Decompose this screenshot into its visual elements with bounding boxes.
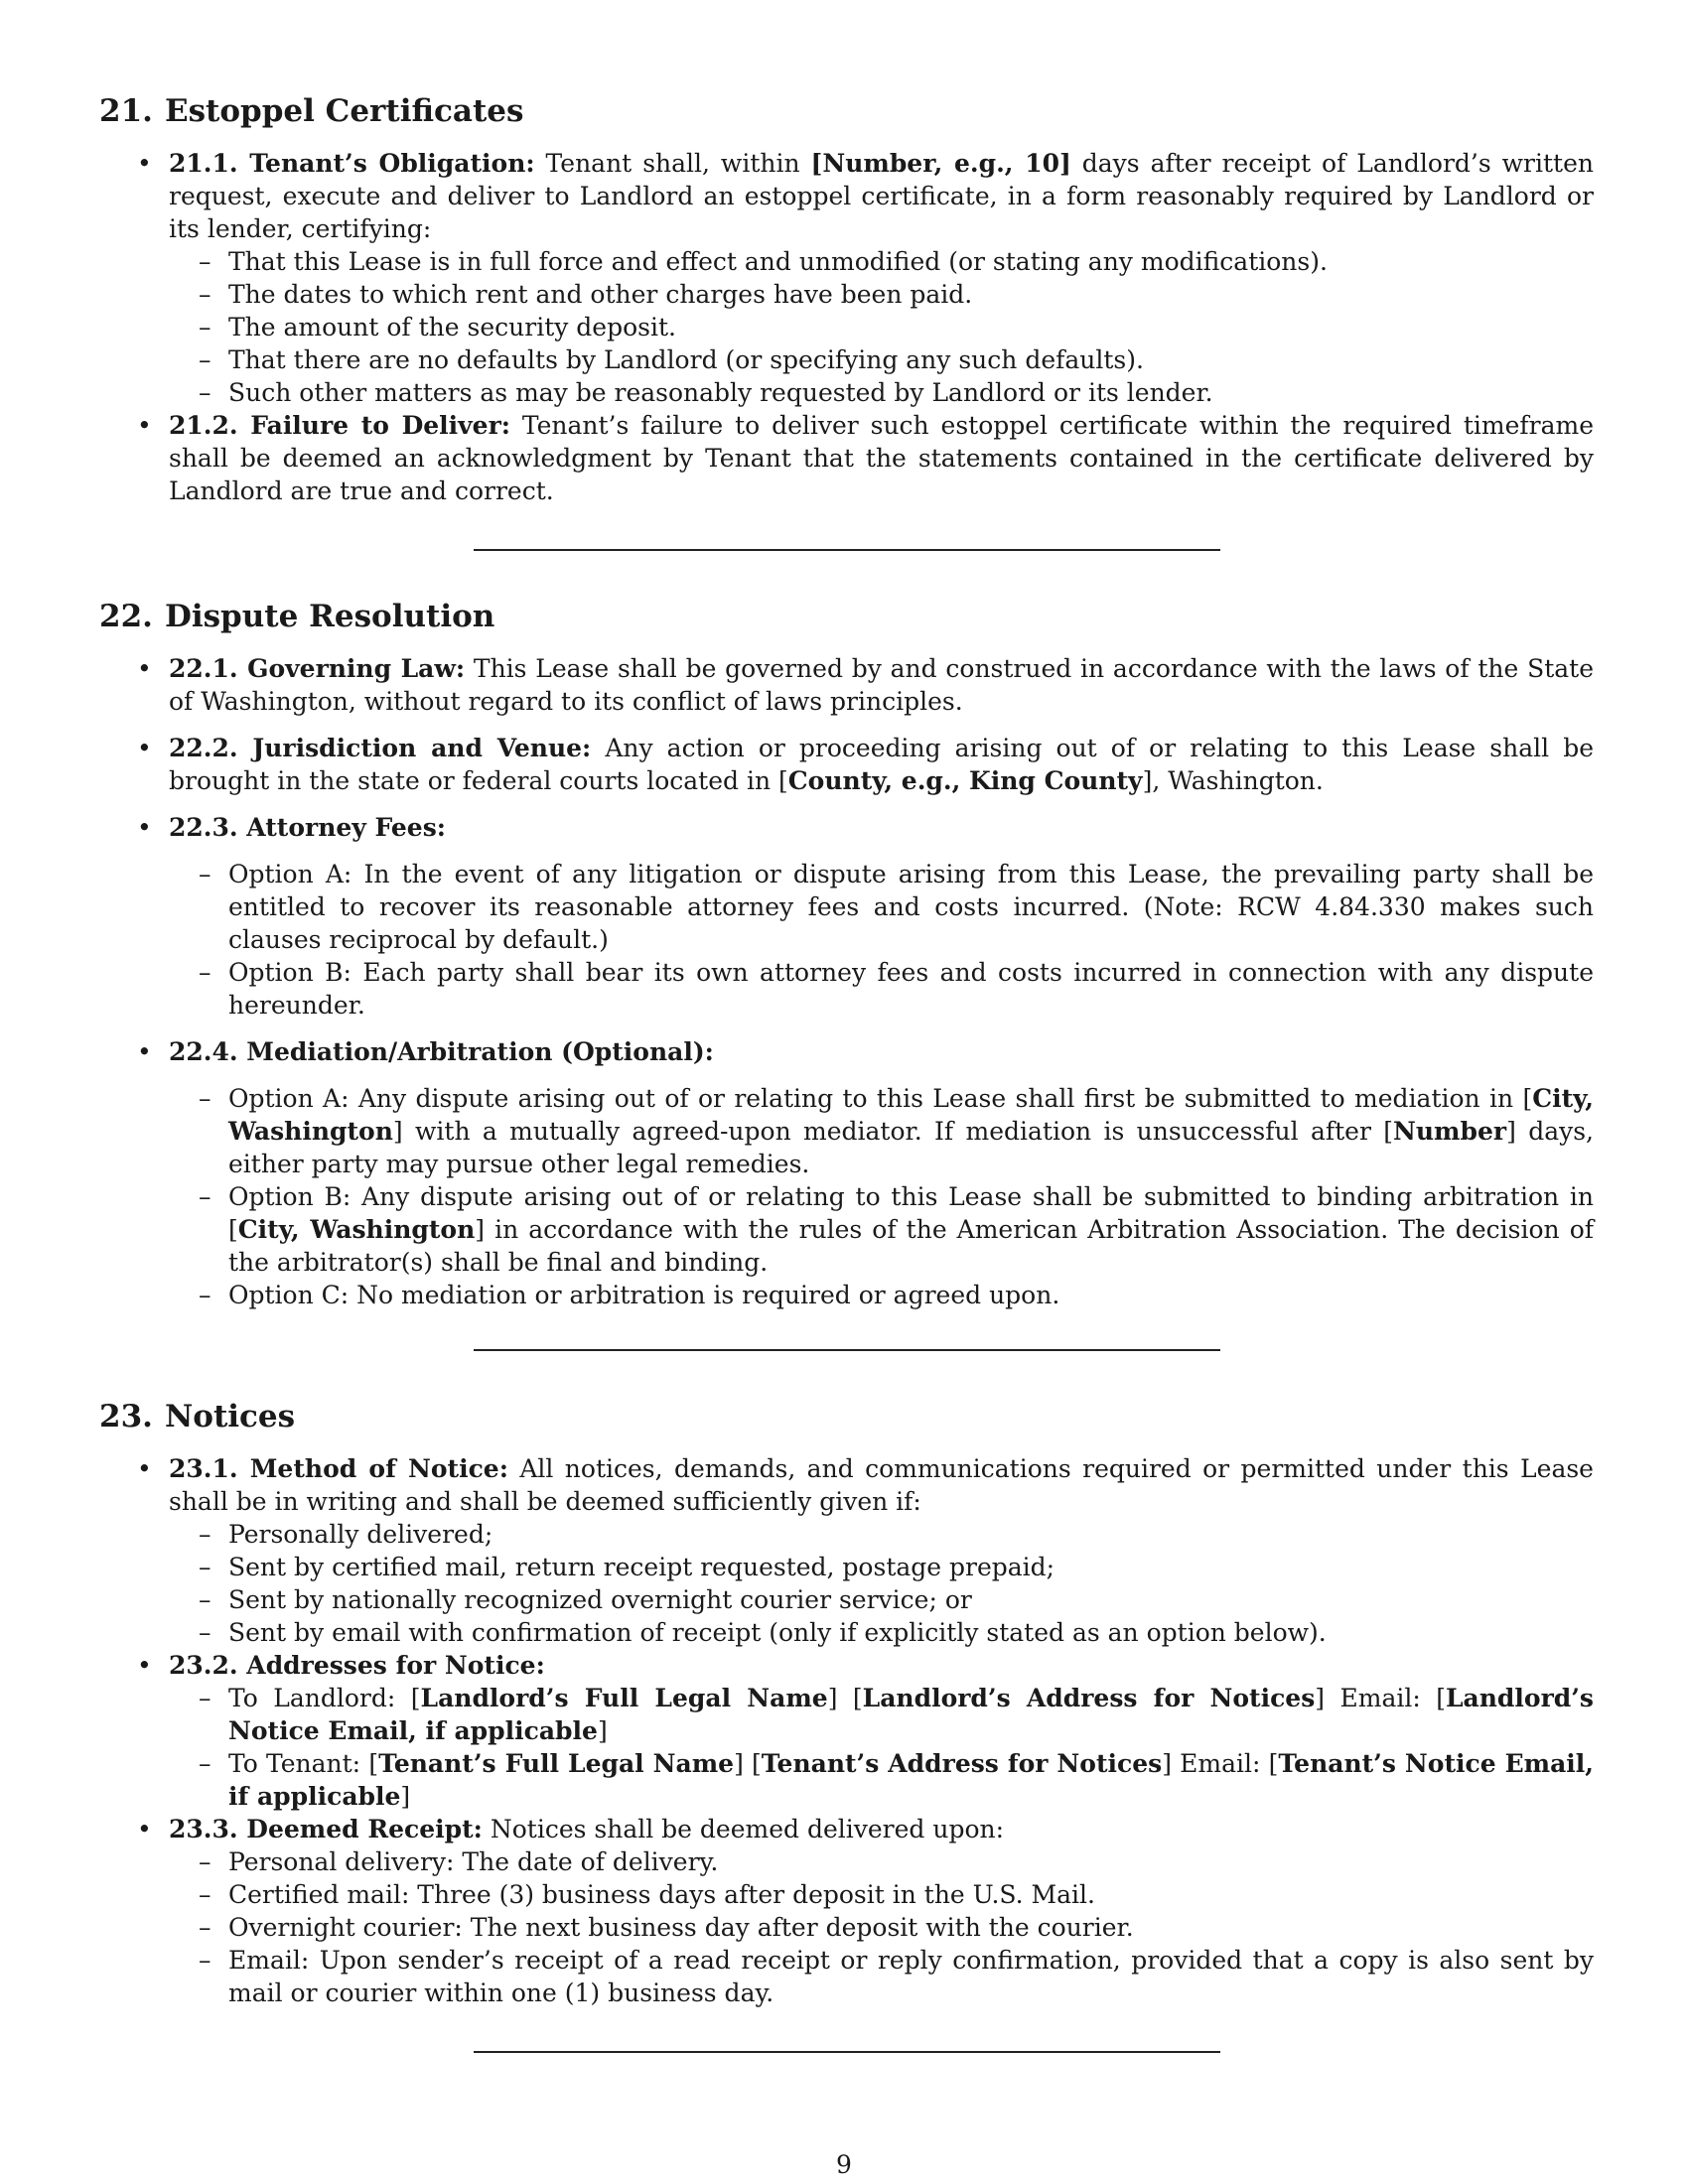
section-title: Notices xyxy=(164,1399,296,1434)
section-divider xyxy=(474,2051,1220,2053)
clause-text: Notices shall be deemed delivered upon: xyxy=(482,1815,1005,1843)
section-heading-21 xyxy=(99,89,1594,133)
clause-23-2 xyxy=(99,1649,1594,1813)
section-number: 21. xyxy=(99,93,153,129)
clause-22-3 xyxy=(99,811,1594,1022)
clause-label: 23.2. Addresses for Notice: xyxy=(169,1651,545,1680)
sub-item xyxy=(169,1747,1594,1813)
sub-text: ] xyxy=(400,1782,411,1811)
clause-label: 23.1. Method of Notice: xyxy=(169,1454,508,1483)
section-heading-23 xyxy=(99,1395,1594,1438)
sub-item: – Such other matters as may be reasonably requested by Landlord or its lender. xyxy=(169,376,1594,409)
sub-text: Option B: Any dispute arising out of or relating to this Lease shall be submitted to binding arbitration in [ xyxy=(228,1182,1594,1244)
sublist xyxy=(169,858,1594,1022)
sub-item xyxy=(169,1682,1594,1747)
sub-text: ] with a mutually agreed-upon mediator. If mediation is unsuccessful after [ xyxy=(392,1117,1394,1146)
clause-text: Tenant shall, within xyxy=(534,149,811,178)
section-title: Estoppel Certificates xyxy=(164,93,524,129)
sublist xyxy=(169,245,1594,409)
clause-text: ], Washington. xyxy=(1142,766,1324,795)
sublist xyxy=(169,1518,1594,1649)
clause-label: 23.3. Deemed Receipt: xyxy=(169,1815,483,1843)
sub-text: ] [ xyxy=(827,1684,863,1712)
clause-22-4 xyxy=(99,1035,1594,1311)
placeholder-field: [Number, e.g., 10] xyxy=(810,149,1071,178)
sub-text: ] xyxy=(597,1716,608,1745)
sub-item: – Option A: In the event of any litigation or dispute arising from this Lease, the prevailing party shall be entitled to recover its reasonable attorney fees and costs incurred. (Note: RCW 4.84.330 makes such clauses reciprocal by default.) xyxy=(169,858,1594,956)
section-21-list xyxy=(99,147,1594,507)
sublist xyxy=(169,1082,1594,1311)
sub-item: – Option C: No mediation or arbitration is required or agreed upon. xyxy=(169,1279,1594,1311)
clause-label: 22.1. Governing Law: xyxy=(169,654,466,683)
sublist xyxy=(169,1845,1594,2009)
sub-item: – Personally delivered; xyxy=(169,1518,1594,1551)
clause-label: 22.3. Attorney Fees: xyxy=(169,813,447,842)
sub-item: – Certified mail: Three (3) business days after deposit in the U.S. Mail. xyxy=(169,1878,1594,1911)
clause-label: 21.1. Tenant’s Obligation: xyxy=(169,149,535,178)
placeholder-field: City, Washington xyxy=(237,1215,476,1244)
clause-text: Any action or proceeding arising out of or relating to this Lease shall be brought in the state or federal courts located in [ xyxy=(169,734,1594,795)
sub-item xyxy=(169,1180,1594,1279)
sub-item: – Option B: Each party shall bear its own attorney fees and costs incurred in connection with any dispute hereunder. xyxy=(169,956,1594,1022)
sub-item xyxy=(169,1082,1594,1180)
sub-item: – Personal delivery: The date of delivery. xyxy=(169,1845,1594,1878)
sub-text: ] Email: [ xyxy=(1162,1749,1279,1778)
sub-text: To Tenant: [ xyxy=(228,1749,379,1778)
clause-text: days after receipt of Landlord’s written request, execute and deliver to Landlord an estoppel certificate, in a form reasonably required by Landlord or its lender, certifying: xyxy=(169,149,1594,243)
clause-22-2 xyxy=(99,732,1594,797)
page-number: 9 xyxy=(836,2150,852,2179)
clause-label: 22.2. Jurisdiction and Venue: xyxy=(169,734,592,762)
sub-item: – Overnight courier: The next business day after deposit with the courier. xyxy=(169,1911,1594,1944)
sub-text: To Landlord: [ xyxy=(228,1684,421,1712)
placeholder-field: Landlord’s Full Legal Name xyxy=(420,1684,828,1712)
section-title: Dispute Resolution xyxy=(164,599,495,634)
sub-item: – That there are no defaults by Landlord (or specifying any such defaults). xyxy=(169,343,1594,376)
sub-text: ] Email: [ xyxy=(1315,1684,1446,1712)
clause-21-2 xyxy=(99,409,1594,507)
section-22-list xyxy=(99,652,1594,1311)
sublist xyxy=(169,1682,1594,1813)
clause-23-1 xyxy=(99,1452,1594,1649)
clause-22-1 xyxy=(99,652,1594,718)
sub-text: ] days, either party may pursue other legal remedies. xyxy=(228,1117,1594,1178)
document-page xyxy=(99,89,1594,2053)
clause-21-1 xyxy=(99,147,1594,409)
sub-item: – The amount of the security deposit. xyxy=(169,311,1594,343)
sub-item: – Email: Upon sender’s receipt of a read receipt or reply confirmation, provided that a copy is also sent by mail or courier within one (1) business day. xyxy=(169,1944,1594,2009)
section-23-list xyxy=(99,1452,1594,2009)
placeholder-field: Tenant’s Notice Email, if applicable xyxy=(228,1749,1594,1811)
sub-text: Option A: Any dispute arising out of or relating to this Lease shall first be submitted to mediation in [ xyxy=(228,1084,1533,1113)
section-number: 22. xyxy=(99,599,153,634)
sub-item: – The dates to which rent and other charges have been paid. xyxy=(169,278,1594,311)
sub-item: – Sent by email with confirmation of receipt (only if explicitly stated as an option below). xyxy=(169,1616,1594,1649)
sub-item: – Sent by nationally recognized overnight courier service; or xyxy=(169,1583,1594,1616)
placeholder-field: City, Washington xyxy=(228,1084,1594,1146)
placeholder-field: Landlord’s Address for Notices xyxy=(862,1684,1316,1712)
sub-text: ] in accordance with the rules of the American Arbitration Association. The decision of the arbitrator(s) shall be final and binding. xyxy=(228,1215,1594,1277)
placeholder-field: Tenant’s Full Legal Name xyxy=(378,1749,735,1778)
placeholder-field: County, e.g., King County xyxy=(787,766,1143,795)
section-number: 23. xyxy=(99,1399,153,1434)
clause-text: Tenant’s failure to deliver such estoppel certificate within the required timeframe shall be deemed an acknowledgment by Tenant that the statements contained in the certificate delivered by Landlord are true and correct. xyxy=(169,411,1595,505)
sub-item: – Sent by certified mail, return receipt requested, postage prepaid; xyxy=(169,1551,1594,1583)
sub-text: ] [ xyxy=(734,1749,762,1778)
placeholder-field: Tenant’s Address for Notices xyxy=(761,1749,1163,1778)
clause-label: 22.4. Mediation/Arbitration (Optional): xyxy=(169,1037,714,1066)
clause-label: 21.2. Failure to Deliver: xyxy=(169,411,510,440)
clause-text: All notices, demands, and communications required or permitted under this Lease shall be in writing and shall be deemed sufficiently given if: xyxy=(169,1454,1594,1516)
clause-text: This Lease shall be governed by and construed in accordance with the laws of the State of Washington, without regard to its conflict of laws principles. xyxy=(169,654,1595,716)
clause-23-3 xyxy=(99,1813,1594,2009)
section-heading-22 xyxy=(99,595,1594,638)
sub-item: – That this Lease is in full force and effect and unmodified (or stating any modifications). xyxy=(169,245,1594,278)
placeholder-field: Landlord’s Notice Email, if applicable xyxy=(228,1684,1595,1745)
placeholder-field: Number xyxy=(1393,1117,1507,1146)
